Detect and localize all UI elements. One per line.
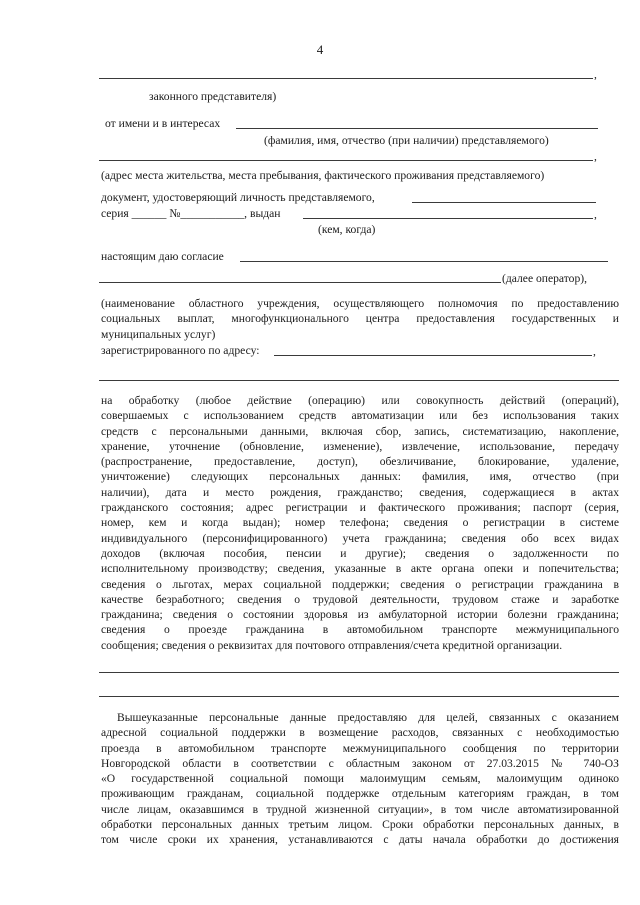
institution-hint-line: социальных выплат, многофункционального центра предоставления государственных и <box>101 312 619 326</box>
representative-name-line <box>236 128 598 129</box>
paragraph-line: проезда в автомобильном транспорте межмуниципального сообщения по территории <box>101 741 619 755</box>
processing-paragraph <box>101 393 619 653</box>
paragraph-line: хранение, уточнение (обновление, изменение), извлечение, использование, передачу <box>101 439 619 453</box>
paragraph-line: номер, кем и когда выдан); номер телефона; сведения о регистрации в системе <box>101 516 619 530</box>
issued-hint: (кем, когда) <box>318 223 376 236</box>
paragraph-line: совершаемых с использованием средств автоматизации или без использования таких <box>101 409 619 423</box>
legal-representative-label: законного представителя) <box>149 90 277 103</box>
paragraph-line: наличии), дата и место рождения, гражданство; сведения, содержащиеся в актах <box>101 485 619 499</box>
paragraph-line: доходов (включая пособия, пенсии и другие); сведения о задолженности по <box>101 546 619 560</box>
page-number: 4 <box>316 42 324 57</box>
paragraph-line: обработки персональных данных третьим лицом. Сроки обработки персональных данных, в <box>101 818 619 832</box>
paragraph-line: средств с персональными данными, включая сбор, запись, систематизацию, накопление, <box>101 424 619 438</box>
paragraph-line: уничтожение) следующих персональных данных: фамилия, имя, отчество (при <box>101 470 619 484</box>
paragraph-line: индивидуального (персонифицированного) учета гражданина; сведения обо всех видах <box>101 531 619 545</box>
paragraph-line: на обработку (любое действие (операцию) или совокупность действий (операций), <box>101 394 619 407</box>
purpose-paragraph <box>101 710 619 848</box>
operator-line <box>99 282 501 283</box>
paragraph-line: (распространение, предоставление, доступ), обезличивание, блокирование, удаление, <box>101 455 619 469</box>
comma: , <box>594 68 597 81</box>
paragraph-line: сообщения; сведения о реквизитах для почтового отправления/счета кредитной организации. <box>101 638 563 652</box>
on-behalf-label: от имени и в интересах <box>105 117 221 130</box>
paragraph-line: Вышеуказанные персональные данные предоставляю для целей, связанных с оказанием <box>117 711 619 724</box>
identity-document-label: документ, удостоверяющий личность представляемого, <box>101 191 375 204</box>
consent-line <box>240 261 608 262</box>
identity-document-line <box>412 202 596 203</box>
institution-hint-line: (наименование областного учреждения, осуществляющего полномочия по предоставлению <box>101 297 619 310</box>
registered-address-line-2 <box>99 380 619 381</box>
paragraph-line: том числе сроки их хранения, устанавливаются с даты начала обработки до достижения <box>101 833 619 847</box>
paragraph-line: гражданина; сведения о состоянии здоровья из амбулаторной истории болезни гражданина; <box>101 608 619 622</box>
address-hint: (адрес места жительства, места пребывания, фактического проживания представляемого) <box>101 169 545 182</box>
paragraph-line: «О государственной социальной помощи малоимущим семьям, малоимущим одиноко <box>101 772 619 786</box>
fio-hint: (фамилия, имя, отчество (при наличии) представляемого) <box>264 134 549 147</box>
comma: , <box>594 150 597 163</box>
paragraph-line: исполнительному производству; сведения, указанные в акте органа опеки и попечительства; <box>101 562 619 576</box>
blank-line <box>99 78 593 79</box>
paragraph-line: адресной социальной поддержки в возмещение расходов, связанных с необходимостью <box>101 726 619 740</box>
address-line <box>99 160 593 161</box>
operator-label: (далее оператор), <box>502 272 588 285</box>
blank-line <box>99 672 619 673</box>
comma: , <box>594 208 597 221</box>
institution-hint-line: муниципальных услуг) <box>101 327 216 341</box>
institution-hint <box>101 296 619 342</box>
paragraph-line: Новгородской области в соответствии с областным законом от 27.03.2015 № 740-ОЗ <box>101 756 619 770</box>
comma: , <box>593 345 596 358</box>
registered-address-label: зарегистрированного по адресу: <box>101 344 260 357</box>
blank-line <box>99 696 619 697</box>
paragraph-line: гражданского состояния; адрес регистрации и фактического проживания; паспорт (серия, <box>101 501 619 515</box>
series-number-label: серия ______ №___________, выдан <box>101 207 281 220</box>
paragraph-line: проживающим гражданам, социальной поддержке отдельным категориям граждан, в том <box>101 787 619 801</box>
paragraph-line: качестве безработного; сведения о трудовой деятельности, трудовом стаже и заработке <box>101 592 619 606</box>
paragraph-line: сведения о льготах, мерах социальной поддержки; сведения о регистрации гражданина в <box>101 577 619 591</box>
paragraph-line: сведения о проезде гражданина в автомобильном транспорте межмуниципального <box>101 623 619 637</box>
issued-by-line <box>303 218 593 219</box>
registered-address-line <box>274 355 592 356</box>
consent-label: настоящим даю согласие <box>101 250 224 263</box>
paragraph-line: числе лицам, оказавшимся в трудной жизненной ситуации», в том числе автоматизированной <box>101 802 619 816</box>
